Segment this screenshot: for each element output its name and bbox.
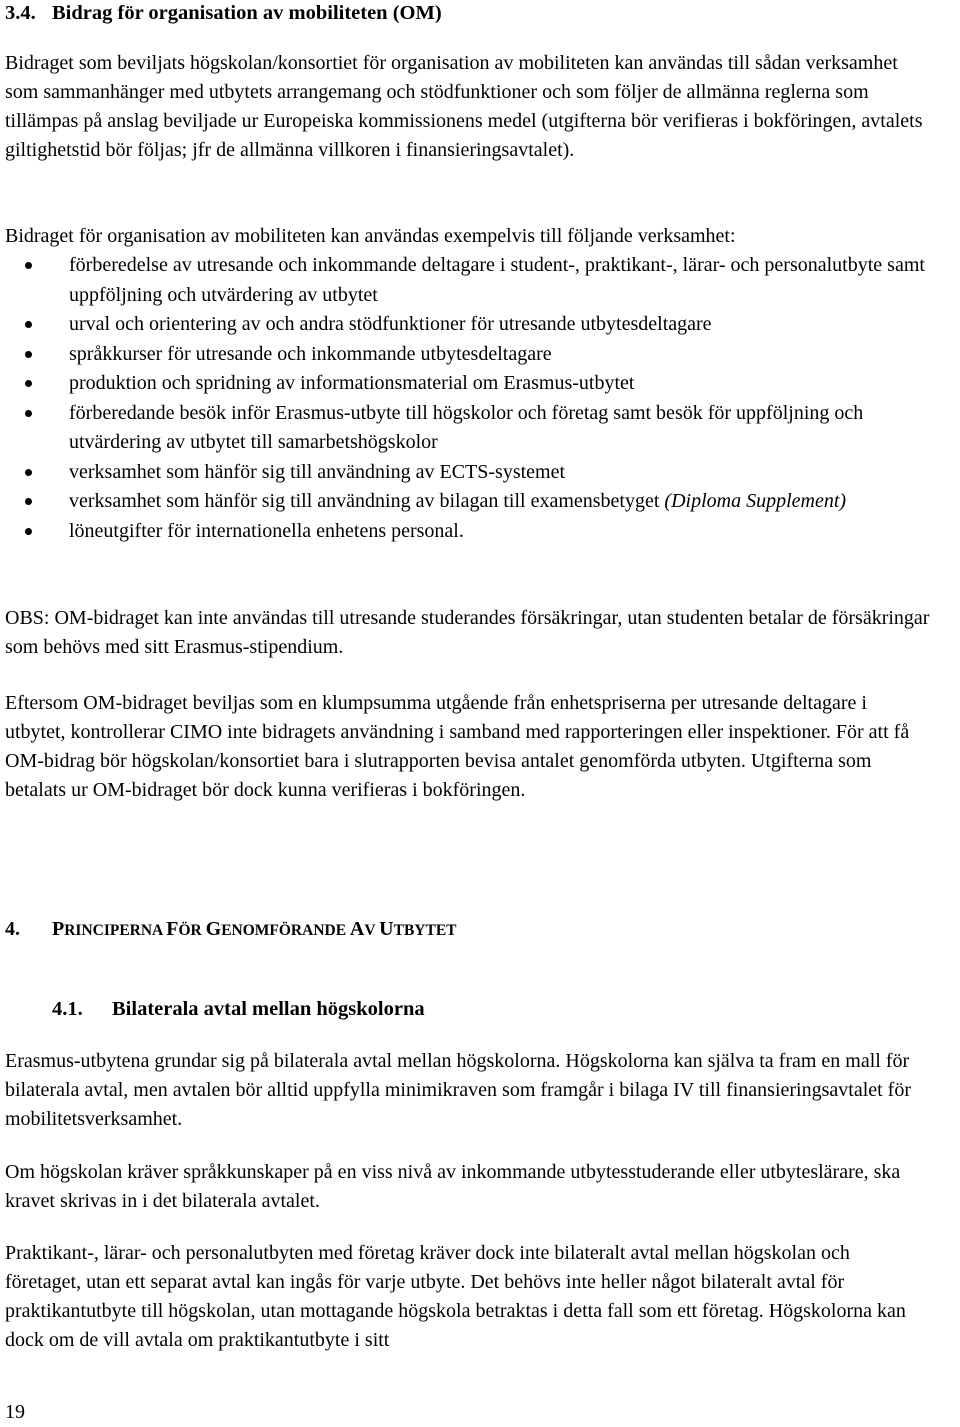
section-title: PRINCIPERNA FÖR GENOMFÖRANDE AV UTBYTET — [52, 918, 457, 940]
bullet-icon — [25, 528, 32, 535]
section-number: 4.1. — [52, 998, 83, 1020]
section-heading-4-1 — [52, 996, 425, 1022]
list-item: förberedande besök inför Erasmus-utbyte till högskolor och företag samt besök för uppföljning och utvärdering av utbytet till samarbetshögskolor — [5, 399, 930, 458]
list-item: språkkurser för utresande och inkommande utbytesdeltagare — [5, 340, 930, 370]
paragraph-om-lumpsum: Eftersom OM-bidraget beviljas som en klumpsumma utgående från enhetspriserna per utresande deltagare i utbytet, kontrollerar CIMO inte bidragets användning i samband med rapporteringen eller inspektioner. För att få OM-bidrag bör högskolan/konsortiet bara i slutrapporten bevisa antalet genomförda utbyten. Utgifterna som betalats ur OM-bidraget bör dock kunna verifieras i bokföringen. — [5, 692, 910, 801]
bullet-icon — [25, 262, 32, 269]
list-item: löneutgifter för internationella enhetens personal. — [5, 517, 930, 547]
bullet-icon — [25, 351, 32, 358]
list-item: förberedelse av utresande och inkommande deltagare i student-, praktikant-, lärar- och personalutbyte samt uppföljning och utvärdering av utbytet — [5, 251, 930, 310]
section-number: 4. — [5, 918, 20, 940]
bullet-icon — [25, 469, 32, 476]
paragraph-om-usage-intro: Bidraget för organisation av mobiliteten kan användas exempelvis till följande verksamhet: — [5, 225, 736, 247]
om-usage-list — [5, 251, 930, 546]
bullet-icon — [25, 380, 32, 387]
bullet-icon — [25, 321, 32, 328]
paragraph-traineeship-agreements: Praktikant-, lärar- och personalutbyten med företag kräver dock inte bilateralt avtal mellan högskolan och företaget, utan ett separat avtal kan ingås för varje utbyte. Det behövs inte heller något bilateralt avtal för praktikantutbyte till högskolan, utan mottagande högskola betraktas i detta fall som ett företag. Högskolorna kan dock om de vill avtala om praktikantutbyte i sitt — [5, 1242, 906, 1351]
section-heading-4 — [5, 915, 457, 945]
page-number: 19 — [5, 1401, 25, 1423]
paragraph-om-purpose: Bidraget som beviljats högskolan/konsortiet för organisation av mobiliteten kan användas till sådan verksamhet som sammanhänger med utbytets arrangemang och stödfunktioner och som följer de allmänna reglerna som tillämpas på anslag beviljade ur Europeiska kommissionens medel (utgifterna bör verifieras i bokföringen, avtalets giltighetstid bör följas; jfr de allmänna villkoren i finansieringsavtalet). — [5, 52, 923, 161]
list-item: verksamhet som hänför sig till användning av bilagan till examensbetyget (Diploma Supplement) — [5, 487, 930, 517]
paragraph-bilateral-agreements: Erasmus-utbytena grundar sig på bilaterala avtal mellan högskolorna. Högskolorna kan själva ta fram en mall för bilaterala avtal, men avtalen bör alltid uppfylla minimikraven som framgår i bilaga IV till finansieringsavtalet för mobilitetsverksamhet. — [5, 1050, 912, 1130]
section-title: Bilaterala avtal mellan högskolorna — [112, 998, 425, 1020]
diploma-supplement-term: (Diploma Supplement) — [664, 490, 847, 512]
section-title: Bidrag för organisation av mobiliteten (OM) — [52, 2, 442, 24]
list-item: urval och orientering av och andra stödfunktioner för utresande utbytesdeltagare — [5, 310, 930, 340]
list-item: verksamhet som hänför sig till användning av ECTS-systemet — [5, 458, 930, 488]
section-number: 3.4. — [5, 2, 36, 24]
list-item: produktion och spridning av informationsmaterial om Erasmus-utbytet — [5, 369, 930, 399]
paragraph-language-requirements: Om högskolan kräver språkkunskaper på en viss nivå av inkommande utbytesstuderande eller utbyteslärare, ska kravet skrivas in i det bilaterala avtalet. — [5, 1161, 901, 1212]
bullet-icon — [25, 410, 32, 417]
section-heading-3-4 — [5, 0, 442, 26]
bullet-icon — [25, 498, 32, 505]
paragraph-obs-note: OBS: OM-bidraget kan inte användas till utresande studerandes försäkringar, utan studenten betalar de försäkringar som behövs med sitt Erasmus-stipendium. — [5, 607, 930, 658]
